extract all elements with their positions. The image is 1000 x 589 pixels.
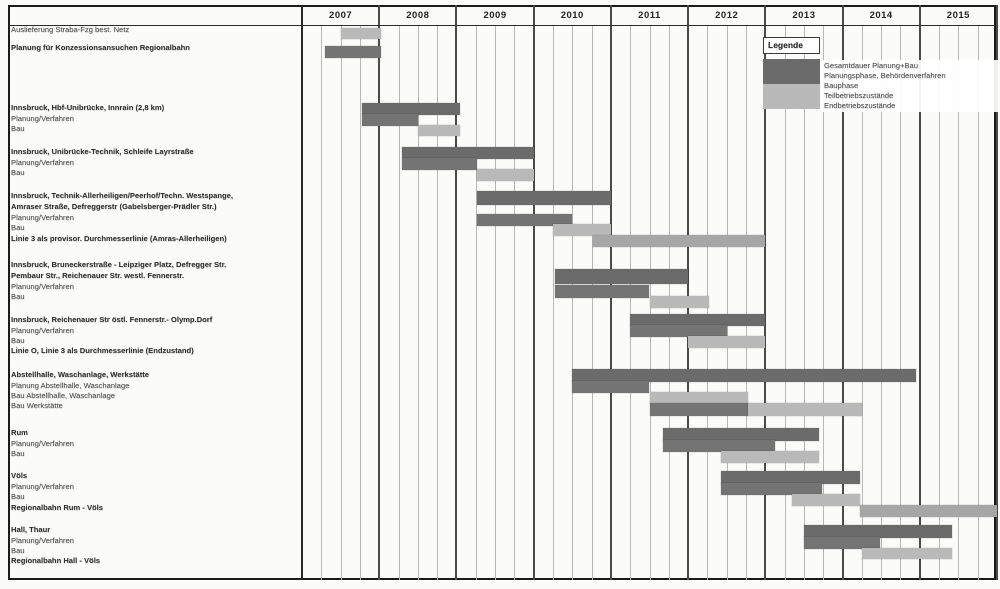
gantt-bar-gesamt bbox=[477, 191, 611, 205]
gantt-bar-bau bbox=[418, 125, 460, 136]
gantt-bar-bau bbox=[862, 548, 952, 559]
task-row-label: Planung/Verfahren bbox=[11, 482, 74, 491]
gantt-bar-gesamt bbox=[555, 269, 689, 284]
task-row-label: Planung für Konzessionsansuchen Regionalbahn bbox=[11, 43, 190, 52]
task-row-label: Linie O, Linie 3 als Durchmesserlinie (Endzustand) bbox=[11, 346, 194, 355]
task-row-label: Bau bbox=[11, 546, 25, 555]
task-row-label: Bau bbox=[11, 124, 25, 133]
task-row-label: Innsbruck, Hbf-Unibrücke, Innrain (2,8 km) bbox=[11, 103, 165, 112]
gantt-bar-planung bbox=[402, 158, 477, 170]
task-row-label: Planung Abstellhalle, Waschanlage bbox=[11, 381, 130, 390]
task-row-label: Abstellhalle, Waschanlage, Werkstätte bbox=[11, 370, 149, 379]
gantt-bar-teilbetrieb bbox=[860, 505, 997, 517]
task-row-label: Amraser Straße, Defreggerstr (Gabelsberger-Prädler Str.) bbox=[11, 202, 217, 211]
task-row-label: Planung/Verfahren bbox=[11, 282, 74, 291]
year-header-2009: 2009 bbox=[483, 9, 507, 21]
task-row-label: Bau bbox=[11, 336, 25, 345]
task-row-label: Bau bbox=[11, 168, 25, 177]
task-row-label: Planung/Verfahren bbox=[11, 114, 74, 123]
task-row-label: Bau Werkstätte bbox=[11, 401, 63, 410]
task-row-label: Bau bbox=[11, 449, 25, 458]
task-row-label: Planung/Verfahren bbox=[11, 536, 74, 545]
year-header-2007: 2007 bbox=[329, 9, 353, 21]
task-row-label: Innsbruck, Technik-Allerheiligen/Peerhof/Techn. Westspange, bbox=[11, 191, 233, 200]
gantt-bar-bau bbox=[688, 336, 765, 348]
year-header-2012: 2012 bbox=[715, 9, 739, 21]
gantt-bar-bau bbox=[721, 451, 820, 463]
gantt-bar-bau bbox=[341, 28, 381, 39]
task-row-label: Innsbruck, Unibrücke-Technik, Schleife Layrstraße bbox=[11, 147, 194, 156]
gantt-bar-planung bbox=[572, 381, 649, 393]
task-row-label: Pembaur Str., Reichenauer Str. westl. Fennerstr. bbox=[11, 271, 185, 280]
legend-label-list bbox=[822, 60, 998, 112]
gantt-bar-bau bbox=[748, 403, 862, 416]
legend bbox=[763, 37, 820, 109]
gantt-bar-bau bbox=[477, 169, 533, 181]
gantt-bar-planung bbox=[650, 403, 748, 416]
task-row-label: Regionalbahn Rum - Völs bbox=[11, 503, 103, 512]
legend-item: Endbetriebszustände bbox=[824, 101, 896, 110]
gantt-bar-planung bbox=[325, 46, 381, 58]
legend-item: Planungsphase, Behördenverfahren bbox=[824, 71, 946, 80]
task-row-label: Bau bbox=[11, 492, 25, 501]
gantt-bar-planung bbox=[362, 114, 418, 126]
year-header-2013: 2013 bbox=[792, 9, 816, 21]
legend-item: Bauphase bbox=[824, 81, 859, 90]
task-row-label: Bau Abstellhalle, Waschanlage bbox=[11, 391, 115, 400]
task-row-label: Hall, Thaur bbox=[11, 525, 51, 534]
task-row-label: Planung/Verfahren bbox=[11, 213, 74, 222]
task-row-label: Rum bbox=[11, 428, 28, 437]
gantt-bar-teilbetrieb bbox=[593, 235, 765, 247]
year-header-2008: 2008 bbox=[406, 9, 430, 21]
task-row-label: Bau bbox=[11, 292, 25, 301]
legend-swatch-dark-icon bbox=[763, 59, 820, 84]
legend-title: Legende bbox=[763, 37, 820, 54]
task-row-label: Regionalbahn Hall - Völs bbox=[11, 556, 101, 565]
legend-item: Teilbetriebszustände bbox=[824, 91, 894, 100]
year-header-2015: 2015 bbox=[946, 9, 970, 21]
year-header-2011: 2011 bbox=[638, 9, 661, 21]
task-row-label: Völs bbox=[11, 471, 28, 480]
gantt-bar-bau bbox=[650, 296, 709, 308]
legend-item: Gesamtdauer Planung+Bau bbox=[824, 61, 918, 70]
task-row-label: Innsbruck, Reichenauer Str östl. Fennerstr.- Olymp.Dorf bbox=[11, 315, 213, 324]
legend-swatch-light-icon bbox=[763, 84, 820, 109]
task-row-label: Planung/Verfahren bbox=[11, 326, 74, 335]
year-header-2010: 2010 bbox=[560, 9, 584, 21]
task-row-label: Innsbruck, Bruneckerstraße - Leipziger Platz, Defregger Str. bbox=[11, 260, 227, 269]
task-row-label: Linie 3 als provisor. Durchmesserlinie (Amras-Allerheiligen) bbox=[11, 234, 227, 243]
task-row-label: Planung/Verfahren bbox=[11, 439, 74, 448]
task-row-label: Bau bbox=[11, 223, 25, 232]
task-row-label: Auslieferung Straba-Fzg best. Netz bbox=[11, 25, 130, 34]
year-header-2014: 2014 bbox=[869, 9, 893, 21]
gantt-bar-planung bbox=[555, 285, 650, 298]
gantt-bar-bau bbox=[792, 494, 860, 506]
task-row-label: Planung/Verfahren bbox=[11, 158, 74, 167]
